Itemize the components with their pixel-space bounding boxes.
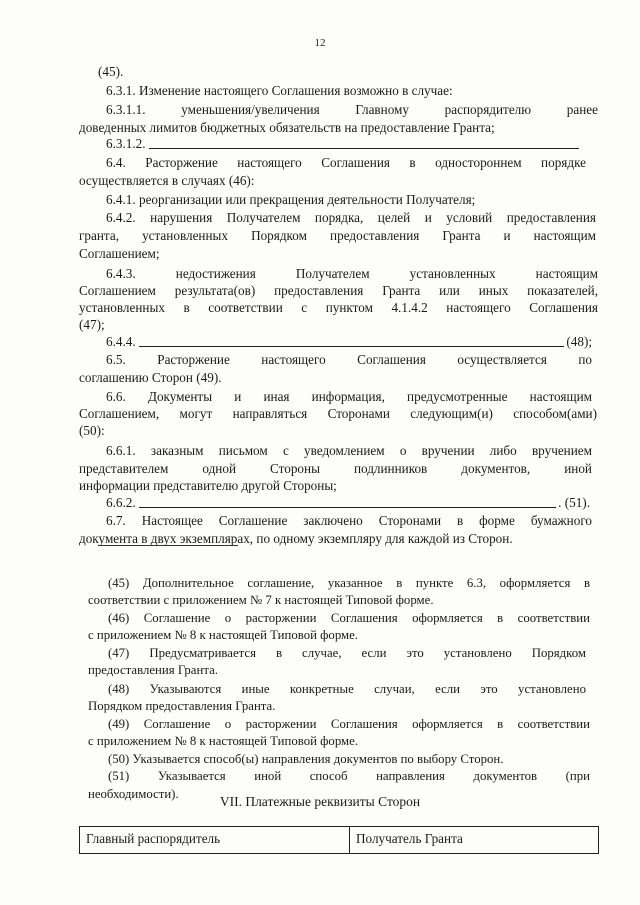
body-line: 6.5. Расторжение настоящего Соглашения осуществляется по (106, 352, 592, 367)
body-line: 6.3.1.1. уменьшения/увеличения Главному распорядителю ранее (106, 102, 598, 117)
footnote-line: Порядком предоставления Гранта. (88, 699, 276, 713)
item-number: 6.3.1.2. (106, 136, 146, 151)
body-line: 6.3.1. Изменение настоящего Соглашения возможно в случае: (106, 83, 453, 98)
section-heading: VII. Платежные реквизиты Сторон (219, 794, 421, 809)
body-line: (47); (79, 317, 105, 332)
footnote-line: с приложением № 8 к настоящей Типовой форме. (88, 628, 359, 642)
blank-field (139, 507, 556, 508)
footnote-separator (98, 545, 238, 546)
body-line: Соглашением результата(ов) предоставления Гранта или иных показателей, (79, 283, 598, 298)
body-line: 6.4. Расторжение настоящего Соглашения в одностороннем порядке (106, 155, 586, 170)
body-line: документа в двух экземплярах, по одному экземпляру для каждой из Сторон. (79, 531, 513, 546)
item-number: 6.4.4. (106, 334, 136, 349)
footnote-line: (49) Соглашение о расторжении Соглашения оформляется в соответствии (108, 717, 590, 731)
footnote-line: необходимости). (88, 787, 179, 801)
blank-field (139, 346, 565, 347)
body-line: Соглашением, могут направляться Сторонами следующим(и) способом(ами) (79, 406, 597, 421)
footnote-line: (51) Указывается иной способ направления документов (при (108, 769, 590, 783)
page-number: 12 (314, 37, 326, 49)
footnote-line: (45) Дополнительное соглашение, указанное в пункте 6.3, оформляется в (108, 576, 590, 590)
footnote-line: с приложением № 8 к настоящей Типовой форме. (88, 734, 359, 748)
footnote-line: (50) Указывается способ(ы) направления документов по выбору Сторон. (108, 752, 504, 766)
blank-line-6-6-2 (106, 495, 590, 511)
payment-details-table (79, 826, 599, 854)
body-line: 6.7. Настоящее Соглашение заключено Сторонами в форме бумажного (106, 513, 592, 528)
body-line: 6.6. Документы и иная информация, предусмотренные настоящим (106, 389, 592, 404)
blank-line-6-4-4 (106, 334, 592, 350)
footnote-line: соответствии с приложением № 7 к настоящей Типовой форме. (88, 593, 434, 607)
blank-field (149, 148, 579, 149)
footnote-line: предоставления Гранта. (88, 663, 218, 677)
table-row (80, 827, 599, 854)
body-line: Соглашением; (79, 246, 160, 261)
blank-line-6-3-1-2 (106, 136, 581, 152)
body-line: информации представителю другой Стороны; (79, 478, 337, 493)
item-number: 6.6.2. (106, 495, 136, 510)
footnote-line: (47) Предусматривается в случае, если это установлено Порядком (108, 646, 586, 660)
body-line: соглашению Сторон (49). (79, 370, 222, 385)
body-line: представителем одной Стороны подлинников документов, иной (79, 461, 592, 476)
body-line: установленных в соответствии с пунктом 4.1.4.2 настоящего Соглашения (79, 300, 598, 315)
footnote-ref: . (51). (558, 495, 590, 510)
body-line: 6.4.1. реорганизации или прекращения деятельности Получателя; (106, 192, 476, 207)
body-line: (50): (79, 423, 105, 438)
table-cell-right: Получатель Гранта (350, 827, 599, 854)
table-cell-left: Главный распорядитель (80, 827, 350, 854)
footnote-line: (48) Указываются иные конкретные случаи, если это установлено (108, 682, 586, 696)
body-line: гранта, установленных Порядком предоставления Гранта и настоящим (79, 228, 596, 243)
footnote-ref: (48); (566, 334, 592, 349)
body-line: осуществляется в случаях (46): (79, 173, 255, 188)
body-line: (45). (98, 64, 124, 79)
body-line: 6.4.2. нарушения Получателем порядка, целей и условий предоставления (106, 210, 596, 225)
body-line: 6.6.1. заказным письмом с уведомлением о вручении либо вручением (106, 443, 592, 458)
body-line: 6.4.3. недостижения Получателем установленных настоящим (106, 266, 598, 281)
body-line: доведенных лимитов бюджетных обязательств на предоставление Гранта; (79, 120, 495, 135)
footnote-line: (46) Соглашение о расторжении Соглашения оформляется в соответствии (108, 611, 590, 625)
